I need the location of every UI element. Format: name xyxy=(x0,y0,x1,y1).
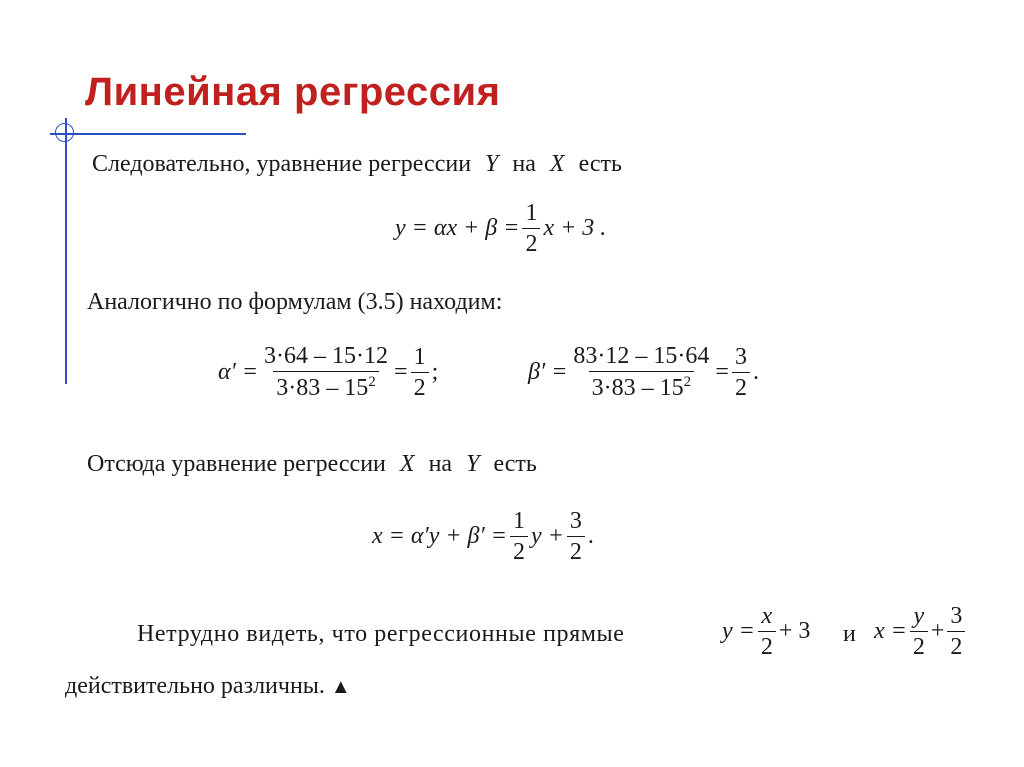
paragraph-line-2: Аналогично по формулам (3.5) находим: xyxy=(87,289,503,315)
eq4a-rhs: + 3 xyxy=(778,618,811,645)
word-est: есть xyxy=(493,451,537,477)
eq2a-numerator-1: 3·64 – 15·12 xyxy=(264,343,389,369)
word-na: на xyxy=(428,451,453,477)
eq1-fraction xyxy=(522,200,540,258)
eq2a-lhs: α′ = xyxy=(218,358,259,385)
eq2b-fraction-1 xyxy=(570,343,712,402)
eq1-lhs: y = αx + β = xyxy=(395,215,520,242)
eq1-rhs: x + 3 . xyxy=(543,215,607,242)
eq4b-fraction-2 xyxy=(947,603,965,661)
eq4a-denominator: 2 xyxy=(758,631,776,660)
eq2a-den-base: 3·83 – 15 xyxy=(276,375,369,402)
equation-alpha-prime xyxy=(218,343,438,402)
line5-text: действительно различны. xyxy=(65,673,325,699)
equation-3 xyxy=(372,508,594,566)
eq3-denominator-2: 2 xyxy=(567,536,585,565)
word-i: и xyxy=(843,621,856,647)
equation-4a xyxy=(722,603,810,661)
equation-1 xyxy=(395,200,606,258)
eq1-numerator: 1 xyxy=(525,200,538,226)
eq2b-denominator-1 xyxy=(589,371,695,401)
eq4b-numerator-2: 3 xyxy=(950,603,963,629)
eq4b-lhs: x = xyxy=(874,618,907,645)
eq3-fraction-2 xyxy=(567,508,585,566)
eq2b-period: . xyxy=(752,358,759,385)
eq4a-numerator: x xyxy=(761,603,773,629)
eq3-middle: y + xyxy=(530,523,564,550)
eq2a-semicolon: ; xyxy=(431,358,439,385)
eq2a-denominator-1 xyxy=(273,371,379,401)
eq4a-fraction xyxy=(758,603,776,661)
eq2b-numerator-1: 83·12 – 15·64 xyxy=(573,343,710,369)
eq2a-equals: = xyxy=(394,358,408,385)
eq3-denominator-1: 2 xyxy=(510,536,528,565)
eq4b-plus: + xyxy=(930,618,945,645)
eq3-numerator-1: 1 xyxy=(512,508,525,534)
eq2a-numerator-2: 1 xyxy=(413,343,426,370)
eq3-lhs: x = α′y + β′ = xyxy=(372,523,507,550)
eq2b-fraction-2 xyxy=(732,344,750,402)
eq2a-den-exponent: 2 xyxy=(368,374,376,391)
line3-text: Отсюда уравнение регрессии xyxy=(87,451,386,477)
paragraph-line-4: Нетрудно видеть, что регрессионные прямые xyxy=(137,621,625,647)
eq4b-numerator-1: y xyxy=(913,603,925,629)
paragraph-line-3 xyxy=(87,451,537,478)
eq2a-denominator-2: 2 xyxy=(411,372,429,401)
equation-4b xyxy=(874,603,968,661)
eq2b-lhs: β′ = xyxy=(528,358,568,385)
var-Y: Y xyxy=(466,451,480,477)
line1-text: Следовательно, уравнение регрессии xyxy=(92,151,472,177)
word-na: на xyxy=(512,151,536,177)
eq4b-denominator-2: 2 xyxy=(947,631,965,660)
eq3-period: . xyxy=(587,523,594,550)
eq2b-den-exponent: 2 xyxy=(683,374,692,391)
eq3-numerator-2: 3 xyxy=(569,508,582,534)
var-Y: Y xyxy=(485,151,499,177)
slide-title: Линейная регрессия xyxy=(85,70,501,114)
eq1-denominator: 2 xyxy=(522,228,540,257)
var-X: X xyxy=(399,451,415,477)
word-est: есть xyxy=(578,151,622,177)
var-X: X xyxy=(549,151,565,177)
eq4b-denominator-1: 2 xyxy=(910,631,928,660)
eq2b-equals: = xyxy=(715,358,729,385)
eq4a-lhs: y = xyxy=(722,618,755,645)
eq4b-fraction-1 xyxy=(910,603,928,661)
eq2b-denominator-2: 2 xyxy=(732,372,750,401)
decorative-horizontal-rule xyxy=(50,133,246,135)
eq2b-numerator-2: 3 xyxy=(734,343,747,370)
eq2a-fraction-2 xyxy=(411,344,429,402)
end-of-proof-triangle-icon: ▲ xyxy=(330,676,351,698)
decorative-vertical-rule xyxy=(65,118,67,384)
eq3-fraction-1 xyxy=(510,508,528,566)
equation-beta-prime xyxy=(528,343,759,402)
decorative-circle xyxy=(55,123,74,142)
paragraph-line-5 xyxy=(65,673,351,700)
eq2b-den-base: 3·83 – 15 xyxy=(591,375,684,402)
paragraph-line-1 xyxy=(92,151,622,178)
eq2a-fraction-1 xyxy=(261,343,391,402)
